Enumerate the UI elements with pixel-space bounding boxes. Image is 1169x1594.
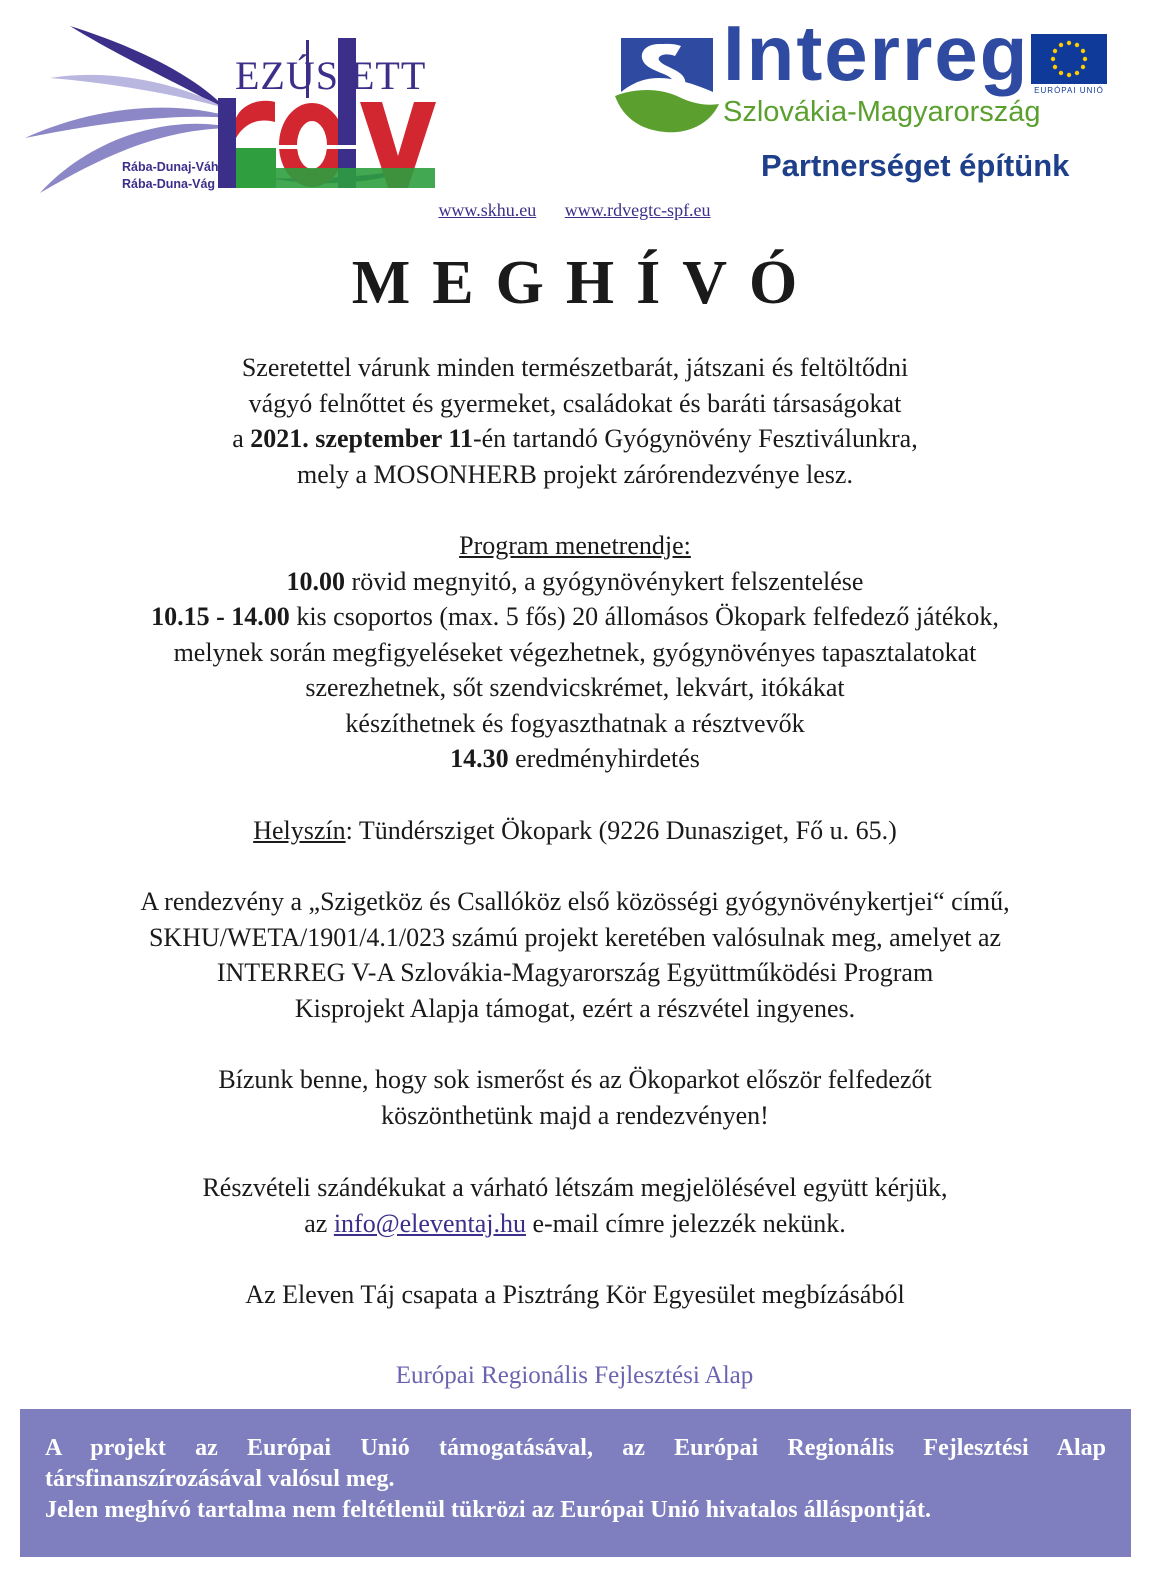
rdv-logo-subtitle-2: Rába-Duna-Vág	[122, 177, 216, 191]
link-rdvegtc[interactable]: www.rdvegtc-spf.eu	[564, 200, 711, 220]
website-links	[0, 200, 1149, 221]
intro-line-3: a 2021. szeptember 11-én tartandó Gyógynövény Fesztiválunkra,	[232, 424, 918, 453]
project-info-line-4: Kisprojekt Alapja támogat, ezért a részvétel ingyenes.	[294, 993, 856, 1023]
hope-line-1: Bízunk benne, hogy sok ismerőst és az Ökoparkot először felfedezőt	[218, 1065, 932, 1094]
footer-line-1: A projekt az Európai Unió támogatásával, az Európai Regionális Fejlesztési Alap	[45, 1435, 1106, 1461]
intro-line-4: mely a MOSONHERB projekt zárórendezvénye lesz.	[297, 459, 853, 489]
footer-line-2: társfinanszírozásával valósul meg.	[45, 1466, 395, 1492]
interreg-logo	[615, 9, 1115, 196]
rdv-logo-text: EZÚS ETT	[235, 53, 427, 98]
location-line: Helyszín: Tündérsziget Ökopark (9226 Dunasziget, Fő u. 65.)	[253, 816, 897, 845]
program-item-2-line-2: melynek során megfigyeléseket végezhetnek, gyógynövényes tapasztalatokat	[173, 637, 977, 667]
hope-paragraph	[20, 1062, 1130, 1133]
footer-line-3: Jelen meghívó tartalma nem feltétlenül tükrözi az Európai Unió hivatalos álláspontját.	[45, 1497, 931, 1523]
rdv-logo	[20, 18, 440, 203]
rsvp-paragraph	[20, 1170, 1130, 1241]
hope-line-2: köszönthetünk majd a rendezvényen!	[381, 1100, 769, 1130]
footer-banner	[20, 1409, 1131, 1557]
program-item-1: 10.00 rövid megnyitó, a gyógynövénykert felszentelése	[286, 566, 864, 596]
interreg-slogan: Partnerséget építünk	[761, 148, 1070, 183]
project-info-line-3: INTERREG V-A Szlovákia-Magyarország Együttműködési Program	[216, 958, 934, 987]
event-date: 2021. szeptember 11	[250, 424, 473, 453]
project-info-line-1: A rendezvény a „Szigetköz és Csallóköz első közösségi gyógynövénykertjei“ című,	[140, 887, 1010, 916]
intro-line-1: Szeretettel várunk minden természetbarát, játszani és feltöltődni	[241, 353, 909, 382]
project-info-line-2: SKHU/WETA/1901/4.1/023 számú projekt keretében valósulnak meg, amelyet az	[148, 922, 1002, 952]
program-item-2: 10.15 - 14.00 kis csoportos (max. 5 fős) 20 állomásos Ökopark felfedező játékok,	[151, 602, 999, 631]
program-item-3: 14.30 eredményhirdetés	[450, 744, 700, 773]
interreg-region: Szlovákia-Magyarország	[723, 96, 1041, 128]
intro-line-2: vágyó felnőttet és gyermeket, családokat és baráti társaságokat	[248, 388, 902, 418]
program-heading: Program menetrendje:	[459, 531, 691, 560]
location-section	[20, 813, 1130, 849]
rsvp-line-1: Részvételi szándékukat a várható létszám megjelölésével együtt kérjük,	[202, 1173, 948, 1202]
erfa-label: Európai Regionális Fejlesztési Alap	[395, 1362, 754, 1389]
rdv-swoosh-graphic	[20, 18, 440, 203]
signature: Az Eleven Táj csapata a Pisztráng Kör Egyesület megbízásából	[245, 1280, 905, 1309]
interreg-wordmark: Interreg	[723, 9, 1030, 97]
email-link[interactable]: info@eleventaj.hu	[333, 1208, 526, 1238]
eu-label: EURÓPAI UNIÓ	[1034, 86, 1104, 95]
page-title: MEGHÍVÓ	[351, 249, 820, 317]
rsvp-line-2: az info@eleventaj.hu e-mail címre jelezzék nekünk.	[304, 1208, 846, 1238]
program-item-2-line-3: szerezhetnek, sőt szendvicskrémet, lekvárt, itókákat	[305, 673, 845, 702]
location-label: Helyszín	[253, 816, 346, 845]
interreg-emblem-icon	[615, 34, 719, 134]
project-info-paragraph	[20, 884, 1130, 1026]
program-section	[20, 528, 1130, 777]
link-skhu[interactable]: www.skhu.eu	[438, 200, 537, 220]
eu-flag-icon	[1031, 34, 1107, 84]
rdv-logo-subtitle-1: Rába-Dunaj-Váh	[122, 160, 219, 174]
intro-paragraph	[20, 350, 1130, 492]
program-item-2-line-4: készíthetnek és fogyaszthatnak a résztvevők	[345, 708, 805, 738]
